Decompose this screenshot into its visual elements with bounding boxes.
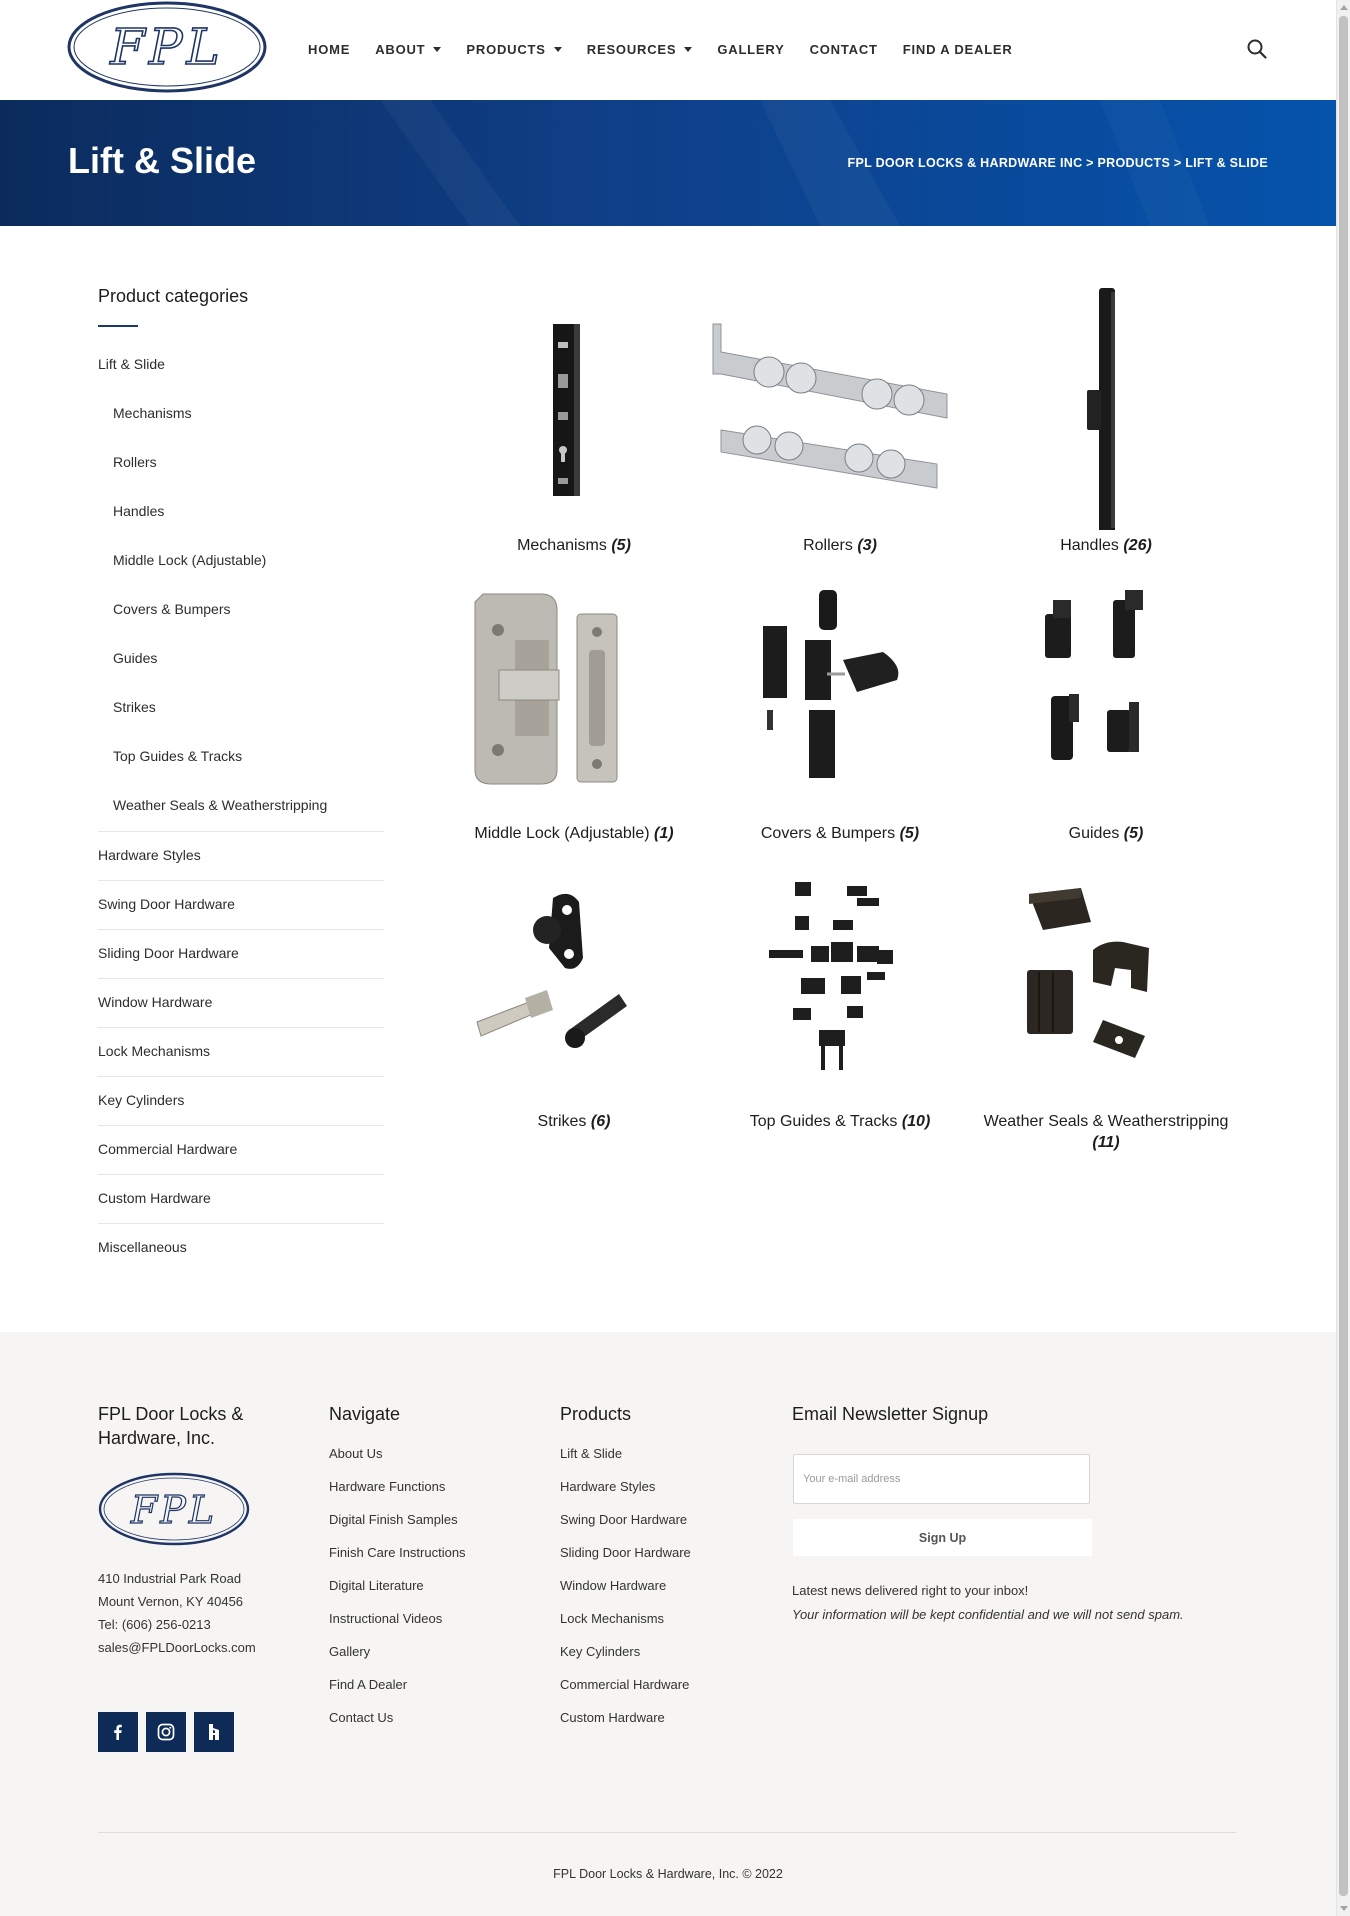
sidebar-category-top-guides-tracks[interactable]: Top Guides & Tracks xyxy=(113,748,243,764)
facebook-button[interactable] xyxy=(98,1712,138,1752)
email-link[interactable]: sales@FPLDoorLocks.com xyxy=(98,1640,256,1655)
sidebar-category-weather-seals-weatherstripping[interactable]: Weather Seals & Weatherstripping xyxy=(113,797,328,813)
nav-item-contact[interactable] xyxy=(810,40,878,58)
footer-link-gallery[interactable]: Gallery xyxy=(329,1644,371,1659)
covers-bumpers-image[interactable] xyxy=(707,570,973,818)
product-label[interactable]: Middle Lock (Adjustable) (1) xyxy=(474,825,674,842)
site-header xyxy=(0,0,1336,100)
nav-item-label: ABOUT xyxy=(375,41,426,57)
product-label[interactable]: Handles (26) xyxy=(1060,537,1152,554)
footer-logo-text: FPL xyxy=(130,1488,218,1532)
nav-item-gallery[interactable] xyxy=(717,40,784,58)
nav-item-home[interactable] xyxy=(308,40,350,58)
sidebar-category-key-cylinders[interactable]: Key Cylinders xyxy=(98,1076,384,1125)
footer-logo[interactable] xyxy=(98,1472,250,1546)
caret-down-icon xyxy=(433,47,441,52)
nav-item-label: CONTACT xyxy=(809,41,878,57)
sidebar-title-rule xyxy=(98,325,138,327)
newsletter-tagline: Latest news delivered right to your inbox! xyxy=(792,1583,1029,1598)
product-label[interactable]: Strikes (6) xyxy=(537,1113,611,1130)
handle-image[interactable] xyxy=(973,282,1239,530)
footer-product-link-custom-hardware[interactable]: Custom Hardware xyxy=(560,1710,665,1725)
product-label[interactable]: Weather Seals & Weatherstripping (11) xyxy=(983,1113,1229,1151)
product-card[interactable] xyxy=(441,282,707,556)
copyright: FPL Door Locks & Hardware, Inc. © 2022 xyxy=(553,1867,783,1881)
product-card[interactable] xyxy=(973,570,1239,844)
footer-company-title: FPL Door Locks & Hardware, Inc. xyxy=(98,1404,244,1448)
product-card[interactable] xyxy=(707,858,973,1132)
nav-item-label: RESOURCES xyxy=(586,41,677,57)
product-label[interactable]: Mechanisms (5) xyxy=(517,537,631,554)
footer-product-link-lift-slide[interactable]: Lift & Slide xyxy=(560,1446,623,1461)
nav-item-about[interactable] xyxy=(375,40,441,58)
footer-link-digital-finish-samples[interactable]: Digital Finish Samples xyxy=(329,1512,458,1527)
product-card[interactable] xyxy=(441,570,707,844)
sidebar-category-swing-door-hardware[interactable]: Swing Door Hardware xyxy=(98,880,384,929)
search-icon[interactable] xyxy=(1246,38,1268,60)
footer-navigate-column xyxy=(329,1402,466,1743)
page-title: Lift & Slide xyxy=(68,140,256,181)
footer-company-column xyxy=(98,1402,278,1659)
sidebar-category-mechanisms[interactable]: Mechanisms xyxy=(113,405,192,421)
rollers-image[interactable] xyxy=(707,282,973,530)
houzz-button[interactable] xyxy=(194,1712,234,1752)
instagram-icon xyxy=(157,1723,175,1741)
product-card[interactable] xyxy=(707,282,973,556)
facebook-icon xyxy=(110,1724,126,1740)
sidebar-category-guides[interactable]: Guides xyxy=(113,650,158,666)
footer-link-digital-literature[interactable]: Digital Literature xyxy=(329,1578,424,1593)
scroll-up-arrow-icon[interactable] xyxy=(1340,5,1348,10)
footer-product-link-commercial-hardware[interactable]: Commercial Hardware xyxy=(560,1677,690,1692)
product-card[interactable] xyxy=(973,282,1239,556)
footer-divider xyxy=(98,1832,1236,1833)
footer-link-about-us[interactable]: About Us xyxy=(329,1446,383,1461)
sidebar-category-hardware-styles[interactable]: Hardware Styles xyxy=(98,831,384,880)
sidebar-category-handles[interactable]: Handles xyxy=(113,503,165,519)
vertical-scrollbar[interactable] xyxy=(1336,0,1350,1916)
sidebar-category-middle-lock-adjustable[interactable]: Middle Lock (Adjustable) xyxy=(113,552,267,568)
mechanism-image[interactable] xyxy=(441,282,707,530)
weather-seals-image[interactable] xyxy=(973,858,1239,1106)
product-card[interactable] xyxy=(707,570,973,844)
sidebar-category-miscellaneous[interactable]: Miscellaneous xyxy=(98,1223,384,1272)
logo-text: FPL xyxy=(110,18,224,76)
category-list xyxy=(98,357,384,1272)
address-line-2: Mount Vernon, KY 40456 xyxy=(98,1594,244,1609)
footer-link-instructional-videos[interactable]: Instructional Videos xyxy=(329,1611,443,1626)
product-label[interactable]: Guides (5) xyxy=(1068,825,1144,842)
social-links xyxy=(98,1712,234,1752)
top-guides-tracks-image[interactable] xyxy=(707,858,973,1106)
fpl-logo[interactable] xyxy=(67,1,268,94)
nav-item-label: GALLERY xyxy=(717,41,785,57)
footer-product-link-window-hardware[interactable]: Window Hardware xyxy=(560,1578,667,1593)
nav-item-resources[interactable] xyxy=(587,40,693,58)
sidebar-category-lift-slide[interactable]: Lift & Slide xyxy=(98,356,165,372)
sidebar-category-rollers[interactable]: Rollers xyxy=(113,454,157,470)
footer-link-hardware-functions[interactable]: Hardware Functions xyxy=(329,1479,446,1494)
footer-product-link-key-cylinders[interactable]: Key Cylinders xyxy=(560,1644,641,1659)
footer-product-link-swing-door-hardware[interactable]: Swing Door Hardware xyxy=(560,1512,688,1527)
site-footer xyxy=(0,1332,1336,1916)
phone[interactable]: Tel: (606) 256-0213 xyxy=(98,1617,211,1632)
nav-item-label: PRODUCTS xyxy=(466,41,546,57)
sidebar-category-lock-mechanisms[interactable]: Lock Mechanisms xyxy=(98,1027,384,1076)
caret-down-icon xyxy=(684,47,692,52)
footer-link-contact-us[interactable]: Contact Us xyxy=(329,1710,394,1725)
main-nav xyxy=(308,40,1038,58)
nav-item-find-a-dealer[interactable] xyxy=(903,40,1013,58)
signup-button[interactable]: Sign Up xyxy=(793,1519,1092,1556)
newsletter-privacy-note: Your information will be kept confidential and we will not send spam. xyxy=(792,1607,1184,1622)
nav-item-label: FIND A DEALER xyxy=(902,41,1013,57)
footer-product-link-hardware-styles[interactable]: Hardware Styles xyxy=(560,1479,656,1494)
footer-address xyxy=(98,1567,278,1659)
product-label[interactable]: Top Guides & Tracks (10) xyxy=(749,1113,931,1130)
page-banner xyxy=(0,100,1336,226)
strikes-image[interactable] xyxy=(441,858,707,1106)
scroll-down-arrow-icon[interactable] xyxy=(1340,1906,1348,1911)
footer-navigate-title: Navigate xyxy=(329,1404,401,1424)
sidebar-title: Product categories xyxy=(98,286,249,306)
instagram-button[interactable] xyxy=(146,1712,186,1752)
sidebar-category-commercial-hardware[interactable]: Commercial Hardware xyxy=(98,1125,384,1174)
product-label[interactable]: Rollers (3) xyxy=(803,537,877,554)
nav-item-products[interactable] xyxy=(466,40,561,58)
middle-lock-image[interactable] xyxy=(441,570,707,818)
footer-newsletter-column xyxy=(792,1402,988,1426)
footer-newsletter-title: Email Newsletter Signup xyxy=(792,1404,989,1424)
newsletter-email-input[interactable]: Your e-mail address xyxy=(793,1454,1090,1504)
scrollbar-thumb[interactable] xyxy=(1339,16,1348,1896)
footer-products-links xyxy=(560,1446,691,1743)
product-label[interactable]: Covers & Bumpers (5) xyxy=(760,825,920,842)
product-card[interactable] xyxy=(973,858,1239,1153)
caret-down-icon xyxy=(554,47,562,52)
footer-navigate-links xyxy=(329,1446,466,1743)
guides-image[interactable] xyxy=(973,570,1239,818)
sidebar-category-covers-bumpers[interactable]: Covers & Bumpers xyxy=(113,601,231,617)
product-card[interactable] xyxy=(441,858,707,1132)
footer-link-find-a-dealer[interactable]: Find A Dealer xyxy=(329,1677,408,1692)
footer-products-column xyxy=(560,1402,691,1743)
address-line-1: 410 Industrial Park Road xyxy=(98,1571,242,1586)
footer-product-link-sliding-door-hardware[interactable]: Sliding Door Hardware xyxy=(560,1545,691,1560)
houzz-icon xyxy=(206,1723,222,1741)
sidebar-category-window-hardware[interactable]: Window Hardware xyxy=(98,978,384,1027)
footer-link-finish-care-instructions[interactable]: Finish Care Instructions xyxy=(329,1545,466,1560)
footer-products-title: Products xyxy=(560,1404,632,1424)
nav-item-label: HOME xyxy=(308,41,351,57)
sidebar-category-sliding-door-hardware[interactable]: Sliding Door Hardware xyxy=(98,929,384,978)
sidebar xyxy=(98,286,384,1272)
sidebar-category-strikes[interactable]: Strikes xyxy=(113,699,156,715)
footer-product-link-lock-mechanisms[interactable]: Lock Mechanisms xyxy=(560,1611,665,1626)
breadcrumb[interactable]: FPL DOOR LOCKS & HARDWARE INC > PRODUCTS > LIFT & SLIDE xyxy=(847,156,1268,170)
sidebar-category-custom-hardware[interactable]: Custom Hardware xyxy=(98,1174,384,1223)
